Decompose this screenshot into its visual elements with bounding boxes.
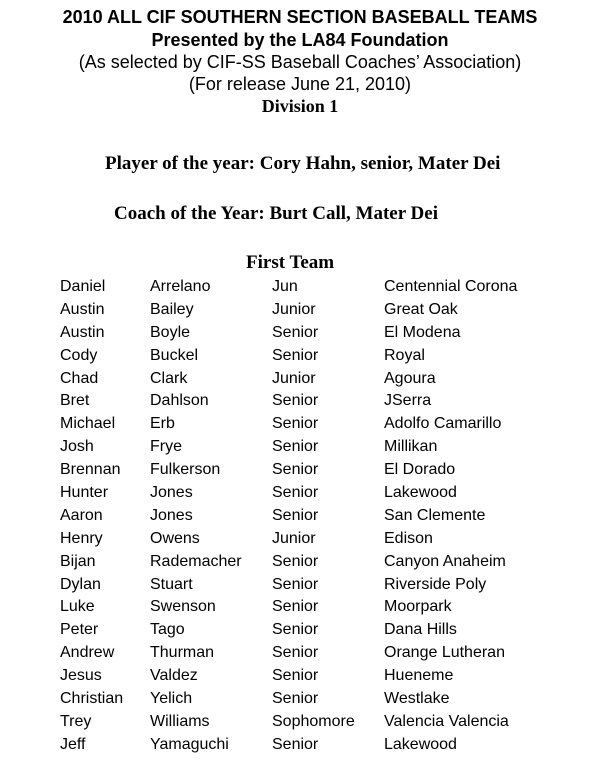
player-class-year: Senior (272, 621, 319, 639)
table-row (0, 390, 600, 413)
player-school: Orange Lutheran (384, 644, 505, 662)
table-row (0, 619, 600, 642)
player-class-year: Sophomore (272, 712, 355, 730)
table-row (0, 642, 600, 665)
player-first-name: Josh (60, 438, 94, 456)
player-class-year: Senior (272, 575, 319, 593)
player-first-name: Jeff (60, 735, 86, 753)
player-last-name: Bailey (150, 300, 194, 318)
player-first-name: Hunter (60, 484, 109, 502)
player-school: Centennial Corona (384, 278, 518, 295)
player-last-name: Rademacher (150, 552, 242, 570)
player-class-year: Jun (272, 278, 298, 295)
player-school: Lakewood (384, 735, 457, 753)
player-last-name: Fulkerson (150, 461, 221, 479)
player-last-name: Boyle (150, 323, 191, 341)
player-school: Millikan (384, 438, 438, 456)
player-last-name: Swenson (150, 598, 216, 616)
table-row (0, 734, 600, 757)
table-row (0, 368, 600, 391)
player-class-year: Senior (272, 484, 319, 502)
player-last-name: Yamaguchi (150, 735, 229, 753)
player-last-name: Yelich (150, 690, 193, 708)
player-first-name: Henry (60, 529, 103, 547)
table-row (0, 574, 600, 597)
player-class-year: Senior (272, 415, 319, 433)
player-class-year: Senior (272, 323, 319, 341)
player-of-the-year: Player of the year: Cory Hahn, senior, Mater Dei (105, 153, 501, 174)
document-header (0, 0, 600, 117)
division-label: Division 1 (261, 96, 339, 116)
player-first-name: Austin (60, 323, 105, 341)
release-date: (For release June 21, 2010) (188, 74, 412, 94)
player-first-name: Aaron (60, 506, 103, 524)
player-school: Royal (384, 346, 425, 364)
player-first-name: Christian (60, 690, 124, 708)
table-row (0, 413, 600, 436)
player-first-name: Bret (60, 392, 90, 410)
player-first-name: Cody (60, 346, 98, 364)
player-class-year: Junior (272, 369, 316, 387)
player-first-name: Jesus (60, 667, 102, 685)
player-last-name: Jones (150, 506, 193, 524)
player-first-name: Michael (60, 415, 116, 433)
player-school: Valencia Valencia (384, 712, 509, 730)
player-first-name: Bijan (60, 552, 96, 570)
player-last-name: Williams (150, 712, 210, 730)
player-last-name: Tago (150, 621, 185, 639)
player-last-name: Jones (150, 484, 193, 502)
table-row (0, 322, 600, 345)
player-school: El Modena (384, 323, 461, 341)
first-team-heading: First Team (246, 252, 335, 273)
player-first-name: Brennan (60, 461, 121, 479)
table-row (0, 665, 600, 688)
table-row (0, 482, 600, 505)
first-team-roster (0, 276, 600, 757)
player-class-year: Senior (272, 667, 319, 685)
player-last-name: Dahlson (150, 392, 209, 410)
player-school: Great Oak (384, 300, 458, 318)
table-row (0, 459, 600, 482)
player-first-name: Austin (60, 300, 105, 318)
player-first-name: Trey (60, 712, 92, 730)
player-school: Agoura (384, 369, 436, 387)
player-class-year: Senior (272, 644, 319, 662)
player-last-name: Valdez (150, 667, 198, 685)
player-school: Moorpark (384, 598, 452, 616)
player-class-year: Senior (272, 392, 319, 410)
player-last-name: Stuart (150, 575, 193, 593)
player-first-name: Dylan (60, 575, 101, 593)
player-class-year: Senior (272, 690, 319, 708)
player-last-name: Frye (150, 438, 182, 456)
table-row (0, 345, 600, 368)
player-school: Hueneme (384, 667, 454, 685)
player-class-year: Senior (272, 506, 319, 524)
table-row (0, 551, 600, 574)
player-first-name: Luke (60, 598, 95, 616)
player-school: Edison (384, 529, 433, 547)
table-row (0, 596, 600, 619)
table-row (0, 711, 600, 734)
table-row (0, 528, 600, 551)
player-school: Dana Hills (384, 621, 457, 639)
document-title: 2010 ALL CIF SOUTHERN SECTION BASEBALL TEAMS (62, 7, 538, 27)
player-last-name: Thurman (150, 644, 215, 662)
table-row (0, 299, 600, 322)
player-class-year: Senior (272, 461, 319, 479)
player-school: El Dorado (384, 461, 456, 479)
player-last-name: Buckel (150, 346, 199, 364)
player-school: Canyon Anaheim (384, 552, 506, 570)
table-row (0, 505, 600, 528)
player-class-year: Junior (272, 300, 316, 318)
presenter-line: Presented by the LA84 Foundation (151, 30, 449, 50)
player-class-year: Senior (272, 552, 319, 570)
selection-note: (As selected by CIF-SS Baseball Coaches’ Association) (78, 52, 522, 72)
player-first-name: Peter (60, 621, 99, 639)
player-school: Westlake (384, 690, 450, 708)
table-row (0, 436, 600, 459)
table-row (0, 688, 600, 711)
player-school: Adolfo Camarillo (384, 415, 502, 433)
coach-of-the-year: Coach of the Year: Burt Call, Mater Dei (114, 203, 438, 224)
player-last-name: Clark (150, 369, 188, 387)
player-first-name: Andrew (60, 644, 115, 662)
player-school: Riverside Poly (384, 575, 487, 593)
player-class-year: Senior (272, 598, 319, 616)
player-school: Lakewood (384, 484, 457, 502)
player-last-name: Arrelano (150, 278, 211, 295)
player-class-year: Senior (272, 438, 319, 456)
table-row (0, 276, 600, 299)
player-first-name: Daniel (60, 278, 106, 295)
player-school: San Clemente (384, 506, 486, 524)
player-first-name: Chad (60, 369, 99, 387)
player-last-name: Erb (150, 415, 175, 433)
player-class-year: Senior (272, 735, 319, 753)
player-class-year: Senior (272, 346, 319, 364)
player-class-year: Junior (272, 529, 316, 547)
player-last-name: Owens (150, 529, 200, 547)
player-school: JSerra (384, 392, 432, 410)
